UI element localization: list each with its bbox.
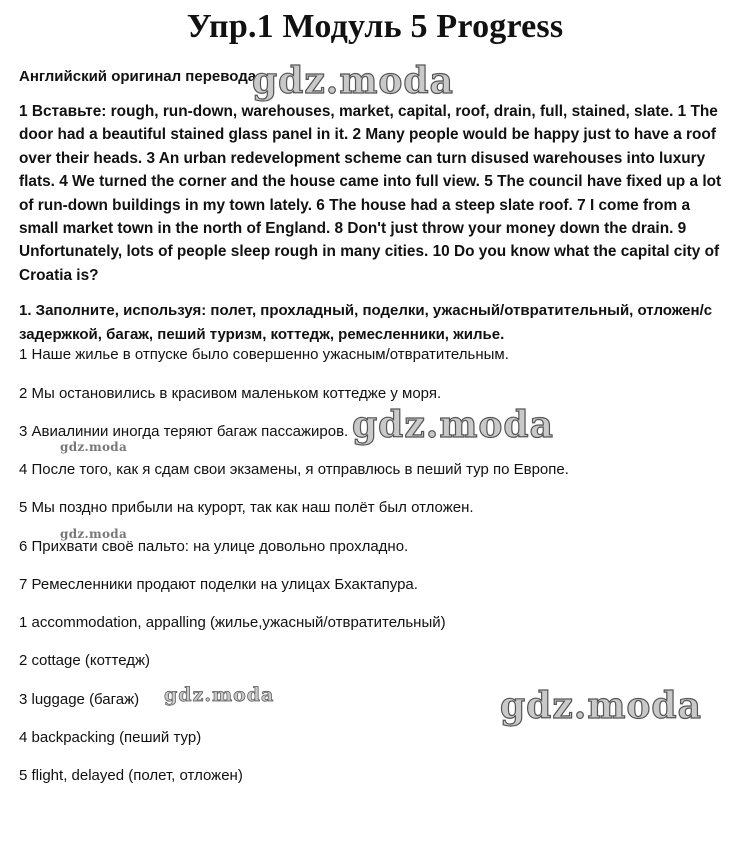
ru-sentence-4: 4 После того, как я сдам свои экзамены, я отправлюсь в пеший тур по Европе. <box>19 461 569 478</box>
answer-1: 1 accommodation, appalling (жилье,ужасный/отвратительный) <box>19 614 446 631</box>
ru-sentence-3: 3 Авиалинии иногда теряют багаж пассажиров. <box>19 423 349 440</box>
english-answers-paragraph: 1 Вставьте: rough, run-down, warehouses, market, capital, roof, drain, full, stained, slate. 1 The door had a beautiful stained glass panel in it. 2 Many people would be happy just to have a roof over their heads. 3 An urban redevelopment scheme can turn disused warehouses into luxury flats. 4 We turned the corner and the house came into full view. 5 The council have fixed up a lot of run-down buildings in my town lately. 6 The house had a steep slate roof. 7 I come from a small market town in the north of England. 8 Don't just throw your money down the drain. 9 Unfortunately, lots of people sleep rough in many cities. 10 Do you know what the capital city of Croatia is? <box>19 103 722 284</box>
document-body <box>19 66 731 346</box>
ru-sentence-7: 7 Ремесленники продают поделки на улицах Бхактапура. <box>19 576 418 593</box>
watermark-logo: gdz.moda <box>252 60 454 102</box>
watermark-logo: gdz.moda <box>352 404 554 446</box>
original-label: Английский оригинал перевода: <box>19 68 262 85</box>
answer-3: 3 luggage (багаж) <box>19 691 140 708</box>
watermark-logo: gdz.moda <box>60 527 128 541</box>
page-title: Упр.1 Модуль 5 Progress <box>186 8 564 45</box>
watermark-logo: gdz.moda <box>60 440 128 454</box>
watermark-logo: gdz.moda <box>500 685 702 727</box>
ru-sentence-2: 2 Мы остановились в красивом маленьком коттедже у моря. <box>19 385 442 402</box>
answer-2: 2 cottage (коттедж) <box>19 652 150 669</box>
ru-sentence-6: 6 Прихвати своё пальто: на улице довольно прохладно. <box>19 538 409 555</box>
answer-4: 4 backpacking (пеший тур) <box>19 729 202 746</box>
watermark-logo: gdz.moda <box>164 684 275 706</box>
ru-sentence-5: 5 Мы поздно прибыли на курорт, так как наш полёт был отложен. <box>19 499 474 516</box>
ru-sentence-1: 1 Наше жилье в отпуске было совершенно ужасным/отвратительным. <box>19 346 509 363</box>
russian-task-paragraph: 1. Заполните, используя: полет, прохладный, поделки, ужасный/отвратительный, отложен/с задержкой, багаж, пеший туризм, коттедж, ремесленники, жилье. <box>19 302 713 343</box>
answer-5: 5 flight, delayed (полет, отложен) <box>19 767 243 784</box>
